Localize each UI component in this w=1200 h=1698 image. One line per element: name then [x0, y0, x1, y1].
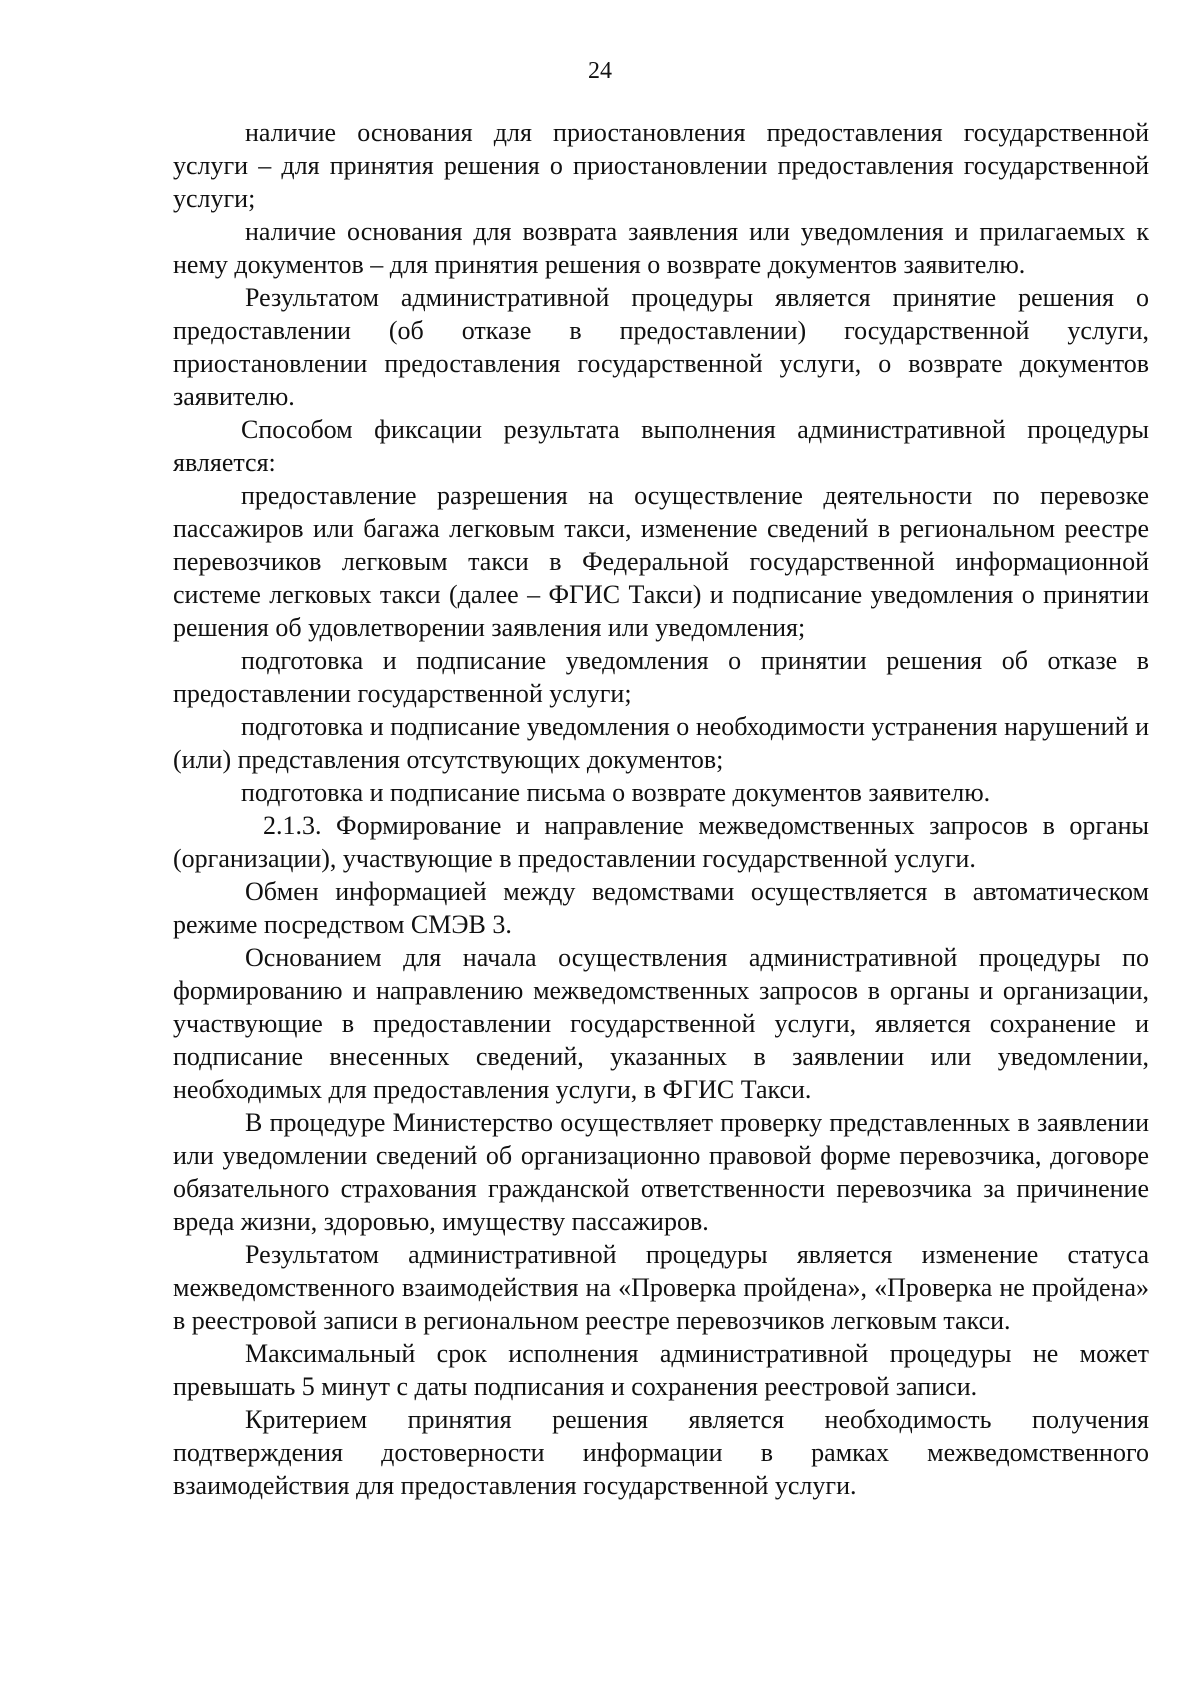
- paragraph-violation-notice: подготовка и подписание уведомления о необходимости устранения нарушений и (или) представления отсутствующих документов;: [173, 712, 1149, 774]
- paragraph-return-grounds: наличие основания для возврата заявления или уведомления и прилагаемых к нему документов – для принятия решения о возврате документов заявителю.: [173, 217, 1149, 279]
- page-number: 24: [588, 58, 612, 84]
- paragraph-refusal-notice: подготовка и подписание уведомления о принятии решения об отказе в предоставлении государственной услуги;: [173, 646, 1149, 708]
- paragraph-status-change: Результатом административной процедуры является изменение статуса межведомственного взаимодействия на «Проверка пройдена», «Проверка не пройдена» в реестровой записи в региональном реестре перевозчиков легковым такси.: [173, 1240, 1149, 1335]
- paragraph-permit-provision: предоставление разрешения на осуществление деятельности по перевозке пассажиров или багажа легковым такси, изменение сведений в региональном реестре перевозчиков легковым такси в Федеральной государственной информационной системе легковых такси (далее – ФГИС Такси) и подписание уведомления о принятии решения об удовлетворении заявления или уведомления;: [173, 481, 1149, 642]
- paragraph-procedure-result: Результатом административной процедуры является принятие решения о предоставлении (об отказе в предоставлении) государственной услуги, приостановлении предоставления государственной услуги, о возврате документов заявителю.: [173, 283, 1149, 411]
- paragraph-suspension-grounds: наличие основания для приостановления предоставления государственной услуги – для принятия решения о приостановлении предоставления государственной услуги;: [173, 118, 1149, 213]
- paragraph-return-letter: подготовка и подписание письма о возврате документов заявителю.: [241, 778, 991, 807]
- document-body: [173, 116, 1149, 1502]
- paragraph-section-2-1-3: 2.1.3. Формирование и направление межведомственных запросов в органы (организации), участвующие в предоставлении государственной услуги.: [173, 811, 1149, 873]
- paragraph-decision-criterion: Критерием принятия решения является необходимость получения подтверждения достоверности информации в рамках межведомственного взаимодействия для предоставления государственной услуги.: [173, 1405, 1149, 1500]
- paragraph-max-duration: Максимальный срок исполнения административной процедуры не может превышать 5 минут с даты подписания и сохранения реестровой записи.: [173, 1339, 1149, 1401]
- paragraph-information-exchange: Обмен информацией между ведомствами осуществляется в автоматическом режиме посредством СМЭВ 3.: [173, 877, 1149, 939]
- paragraph-procedure-basis: Основанием для начала осуществления административной процедуры по формированию и направлению межведомственных запросов в органы и организации, участвующие в предоставлении государственной услуги, является сохранение и подписание внесенных сведений, указанных в заявлении или уведомлении, необходимых для предоставления услуги, в ФГИС Такси.: [173, 943, 1149, 1104]
- paragraph-ministry-check: В процедуре Министерство осуществляет проверку представленных в заявлении или уведомлении сведений об организационно правовой форме перевозчика, договоре обязательного страхования гражданской ответственности перевозчика за причинение вреда жизни, здоровью, имуществу пассажиров.: [173, 1108, 1149, 1236]
- paragraph-fixation-method: Способом фиксации результата выполнения административной процедуры является:: [173, 415, 1149, 477]
